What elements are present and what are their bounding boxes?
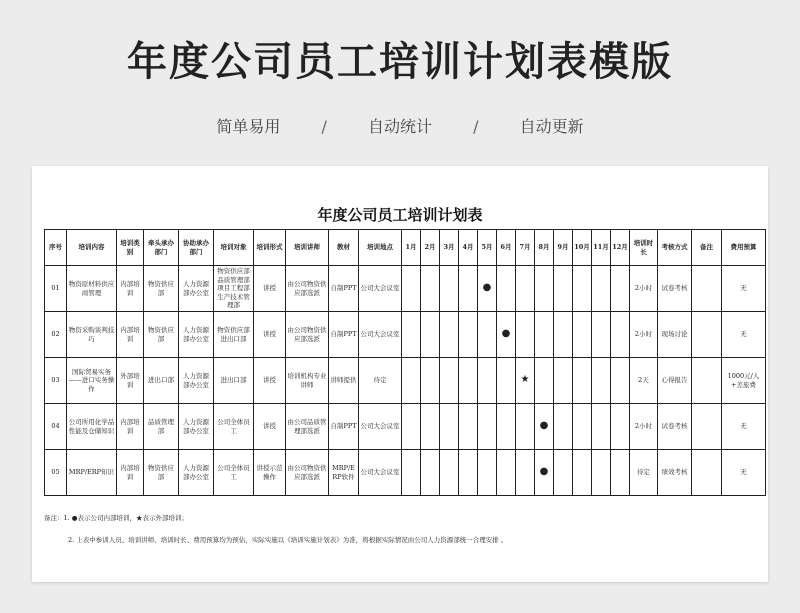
table-cell: 内部培训 <box>117 266 144 312</box>
month-cell <box>611 358 630 404</box>
table-cell: 公司全体员工 <box>214 450 254 496</box>
table-cell: 物资供应部品质管理部项目工程部生产技术管理部 <box>214 266 254 312</box>
table-cell: 讲授 <box>254 312 286 358</box>
month-cell <box>535 312 554 358</box>
notes <box>44 513 507 557</box>
month-cell <box>421 266 440 312</box>
month-cell <box>554 358 573 404</box>
month-cell <box>440 404 459 450</box>
table-row <box>45 450 766 496</box>
month-cell <box>554 266 573 312</box>
table-cell <box>692 312 722 358</box>
table-cell: 物资采购谈判技巧 <box>67 312 117 358</box>
month-cell <box>497 266 516 312</box>
column-header: 6月 <box>497 230 516 266</box>
month-cell <box>573 266 592 312</box>
month-cell <box>440 266 459 312</box>
table-cell: 04 <box>45 404 67 450</box>
table-row <box>45 312 766 358</box>
schedule-marker: ● <box>535 450 554 496</box>
column-header: 2月 <box>421 230 440 266</box>
table-cell: 由公司物资供应部选派 <box>286 266 329 312</box>
table-cell: 01 <box>45 266 67 312</box>
month-cell <box>478 358 497 404</box>
table-row <box>45 404 766 450</box>
month-cell <box>516 450 535 496</box>
table-cell: 讲授 <box>254 358 286 404</box>
column-header: 11月 <box>592 230 611 266</box>
month-cell <box>516 266 535 312</box>
table-row <box>45 358 766 404</box>
column-header: 考核方式 <box>658 230 692 266</box>
month-cell <box>611 404 630 450</box>
table-cell: 内部培训 <box>117 450 144 496</box>
table-cell: 由公司物资供应部选派 <box>286 312 329 358</box>
month-cell <box>573 312 592 358</box>
table-cell: 无 <box>722 266 766 312</box>
month-cell <box>611 266 630 312</box>
month-cell <box>573 358 592 404</box>
month-cell <box>459 358 478 404</box>
column-header: 序号 <box>45 230 67 266</box>
table-cell: 人力资源部办公室 <box>179 312 214 358</box>
feature-simple: 简单易用 <box>216 117 281 136</box>
table-cell: 人力资源部办公室 <box>179 358 214 404</box>
table-cell: 公司大会议室 <box>359 450 402 496</box>
table-cell: 绩效考核 <box>658 450 692 496</box>
table-cell: 由公司品质管理部选派 <box>286 404 329 450</box>
table-cell: 讲授 <box>254 266 286 312</box>
table-cell: 自制PPT <box>329 312 359 358</box>
table-cell: 物资供应部进出口部 <box>214 312 254 358</box>
month-cell <box>459 404 478 450</box>
table-cell: 2天 <box>630 358 658 404</box>
month-cell <box>402 358 421 404</box>
table-cell: 物资原材料供应商管理 <box>67 266 117 312</box>
table-cell: 公司大会议室 <box>359 266 402 312</box>
month-cell <box>440 312 459 358</box>
table-cell: 进出口部 <box>144 358 179 404</box>
table-cell: 无 <box>722 450 766 496</box>
month-cell <box>592 266 611 312</box>
table-cell: 待定 <box>359 358 402 404</box>
table-cell: 2小时 <box>630 312 658 358</box>
table-cell: 进出口部 <box>214 358 254 404</box>
column-header: 12月 <box>611 230 630 266</box>
table-cell: 物资供应部 <box>144 266 179 312</box>
month-cell <box>573 404 592 450</box>
training-plan-table <box>44 229 766 496</box>
column-header: 3月 <box>440 230 459 266</box>
table-cell: 试卷考核 <box>658 404 692 450</box>
table-cell: 人力资源部办公室 <box>179 266 214 312</box>
column-header: 教材 <box>329 230 359 266</box>
table-cell: 由公司物资供应部选派 <box>286 450 329 496</box>
table-cell <box>692 404 722 450</box>
month-cell <box>440 358 459 404</box>
column-header: 7月 <box>516 230 535 266</box>
table-cell: 培训机构专业讲师 <box>286 358 329 404</box>
page-title: 年度公司员工培训计划表模版 <box>127 39 673 85</box>
table-cell: 讲授 <box>254 404 286 450</box>
column-header: 牵头承办部门 <box>144 230 179 266</box>
month-cell <box>459 450 478 496</box>
column-header: 1月 <box>402 230 421 266</box>
table-cell: 05 <box>45 450 67 496</box>
feature-auto-stats: 自动统计 <box>367 117 432 136</box>
schedule-marker: ★ <box>516 358 535 404</box>
column-header: 费用预算 <box>722 230 766 266</box>
feature-separator: / <box>473 117 479 136</box>
column-header: 培训形式 <box>254 230 286 266</box>
table-row <box>45 266 766 312</box>
table-cell: 内部培训 <box>117 404 144 450</box>
column-header: 协助承办部门 <box>179 230 214 266</box>
column-header: 培训时长 <box>630 230 658 266</box>
table-cell: 人力资源部办公室 <box>179 450 214 496</box>
month-cell <box>554 312 573 358</box>
month-cell <box>592 404 611 450</box>
schedule-marker: ● <box>478 266 497 312</box>
month-cell <box>554 404 573 450</box>
table-cell: 2小时 <box>630 266 658 312</box>
feature-separator: / <box>321 117 327 136</box>
table-cell: 自制PPT <box>329 266 359 312</box>
table-cell: 外部培训 <box>117 358 144 404</box>
table-cell: 待定 <box>630 450 658 496</box>
column-header: 培训内容 <box>67 230 117 266</box>
month-cell <box>421 404 440 450</box>
month-cell <box>554 450 573 496</box>
month-cell <box>478 312 497 358</box>
table-cell: 自制PPT <box>329 404 359 450</box>
table-cell: 品质管理部 <box>144 404 179 450</box>
note-disclaimer: 2. 上表中参训人员、培训讲师、培训时长、费用预算均为预估，实际实施以《培训实施计划表》为准，将根据实际情况由公司人力资源部统一合理安排 。 <box>68 536 508 544</box>
month-cell <box>402 450 421 496</box>
month-cell <box>516 312 535 358</box>
table-cell: 物资供应部 <box>144 450 179 496</box>
table-cell: MRP/ERP知识 <box>67 450 117 496</box>
table-cell: 公司全体员工 <box>214 404 254 450</box>
table-cell: 公司大会议室 <box>359 312 402 358</box>
feature-bar <box>0 114 800 137</box>
sheet-title: 年度公司员工培训计划表 <box>317 206 483 224</box>
month-cell <box>478 404 497 450</box>
month-cell <box>459 266 478 312</box>
table-cell: 公司所用化学品性能及仓储知识 <box>67 404 117 450</box>
table-cell: 现场讨论 <box>658 312 692 358</box>
month-cell <box>421 450 440 496</box>
table-cell: 1000元/人+差旅费 <box>722 358 766 404</box>
month-cell <box>535 266 554 312</box>
feature-auto-update: 自动更新 <box>519 117 584 136</box>
column-header: 8月 <box>535 230 554 266</box>
table-cell <box>692 450 722 496</box>
column-header: 培训类别 <box>117 230 144 266</box>
month-cell <box>592 450 611 496</box>
table-cell: 讲师提供 <box>329 358 359 404</box>
column-header: 备注 <box>692 230 722 266</box>
month-cell <box>592 358 611 404</box>
month-cell <box>497 450 516 496</box>
table-cell: 试卷考核 <box>658 266 692 312</box>
spreadsheet-preview <box>32 166 768 582</box>
column-header: 培训对象 <box>214 230 254 266</box>
month-cell <box>535 358 554 404</box>
table-cell: 物资供应部 <box>144 312 179 358</box>
column-header: 5月 <box>478 230 497 266</box>
schedule-marker: ● <box>535 404 554 450</box>
table-cell: 讲授示范操作 <box>254 450 286 496</box>
column-header: 9月 <box>554 230 573 266</box>
month-cell <box>440 450 459 496</box>
month-cell <box>421 358 440 404</box>
table-cell: 03 <box>45 358 67 404</box>
month-cell <box>459 312 478 358</box>
table-cell: 内部培训 <box>117 312 144 358</box>
table-header-row <box>45 230 766 266</box>
column-header: 培训地点 <box>359 230 402 266</box>
month-cell <box>402 266 421 312</box>
month-cell <box>497 404 516 450</box>
table-cell <box>692 266 722 312</box>
month-cell <box>421 312 440 358</box>
column-header: 10月 <box>573 230 592 266</box>
month-cell <box>592 312 611 358</box>
table-cell: 国际贸易实务——进口实务操作 <box>67 358 117 404</box>
month-cell <box>516 404 535 450</box>
month-cell <box>478 450 497 496</box>
month-cell <box>402 404 421 450</box>
schedule-marker: ● <box>497 312 516 358</box>
note-legend: 备注：1. ●表示公司内部培训，★表示外部培训； <box>44 514 188 522</box>
table-cell <box>692 358 722 404</box>
month-cell <box>611 312 630 358</box>
table-cell: 02 <box>45 312 67 358</box>
column-header: 培训讲师 <box>286 230 329 266</box>
table-cell: 无 <box>722 312 766 358</box>
month-cell <box>402 312 421 358</box>
table-cell: MRP/ERP软件 <box>329 450 359 496</box>
table-cell: 人力资源部办公室 <box>179 404 214 450</box>
table-cell: 2小时 <box>630 404 658 450</box>
table-cell: 无 <box>722 404 766 450</box>
column-header: 4月 <box>459 230 478 266</box>
month-cell <box>611 450 630 496</box>
month-cell <box>573 450 592 496</box>
table-cell: 心得报告 <box>658 358 692 404</box>
table-cell: 公司大会议室 <box>359 404 402 450</box>
month-cell <box>497 358 516 404</box>
